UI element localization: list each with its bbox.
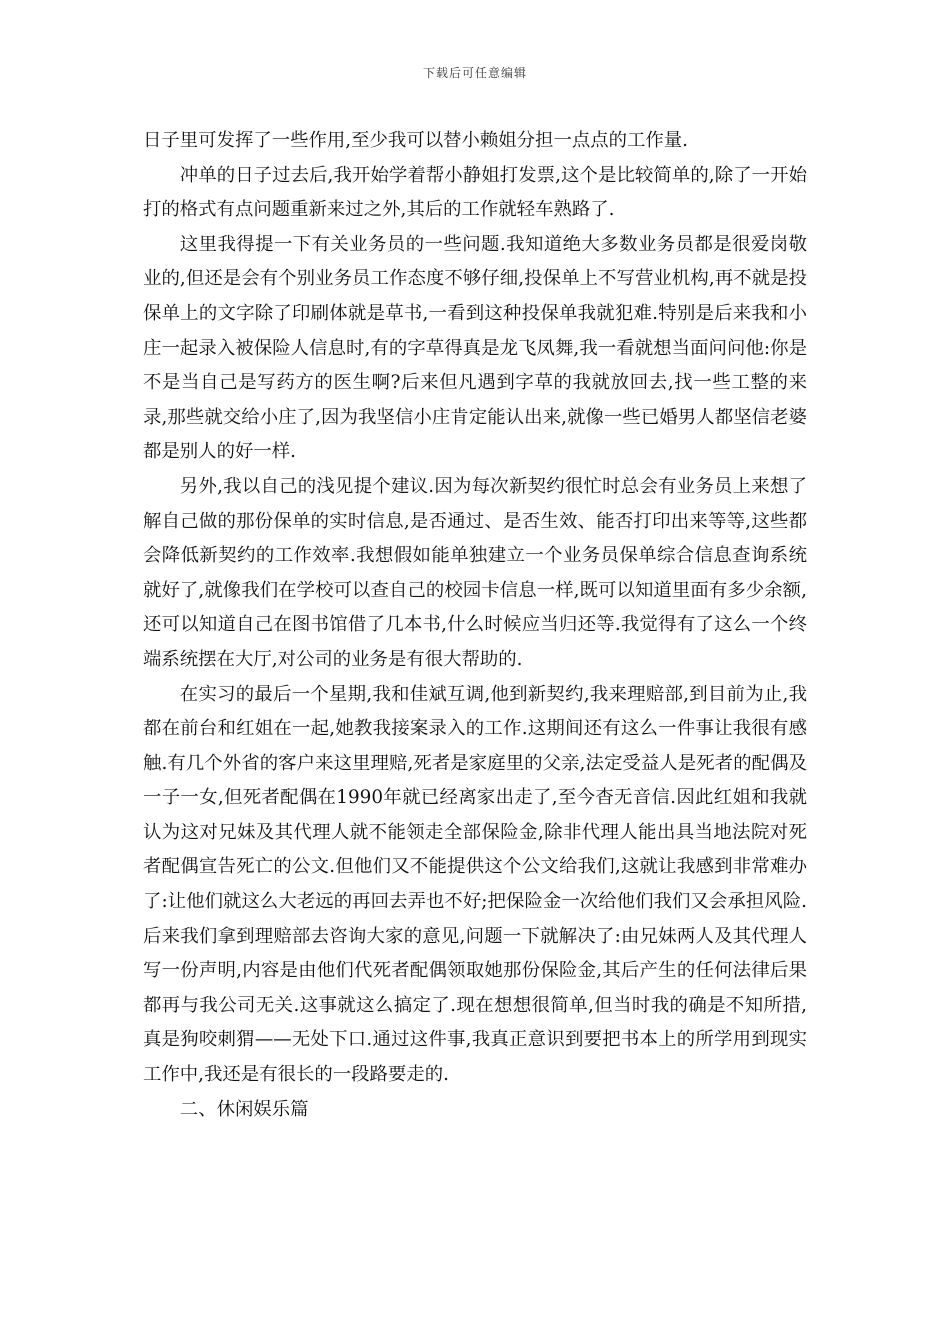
- paragraph-claims-story: 在实习的最后一个星期,我和佳斌互调,他到新契约,我来理赔部,到目前为止,我都在前台和红姐在一起,她教我接案录入的工作.这期间还有这么一件事让我很有感触.有几个外省的客户来这里理赔,死者是家庭里的父亲,法定受益人是死者的配偶及一子一女,但死者配偶在1990年就已经离家出走了,至今杳无音信.因此红姐和我就认为这对兄妹及其代理人就不能领走全部保险金,除非代理人能出具当地法院对死者配偶宣告死亡的公文.但他们又不能提供这个公文给我们,这就让我感到非常难办了:让他们就这么大老远的再回去弄也不好;把保险金一次给他们我们又会承担风险.后来我们拿到理赔部去咨询大家的意见,问题一下就解决了:由兄妹两人及其代理人写一份声明,内容是由他们代死者配偶领取她那份保险金,其后产生的任何法律后果都再与我公司无关.这事就这么搞定了.现在想想很简单,但当时我的确是不知所措,真是狗咬刺猬——无处下口.通过这件事,我真正意识到要把书本上的所学用到现实工作中,我还是有很长的一段路要走的.: [143, 683, 807, 1086]
- paragraph-suggestion: 另外,我以自己的浅见提个建议.因为每次新契约很忙时总会有业务员上来想了解自己做的那份保单的实时信息,是否通过、是否生效、能否打印出来等等,这些都会降低新契约的工作效率.我想假如能单独建立一个业务员保单综合信息查询系统就好了,就像我们在学校可以查自己的校园卡信息一样,既可以知道里面有多少余额,还可以知道自己在图书馆借了几本书,什么时候应当归还等.我觉得有了这么一个终端系统摆在大厅,对公司的业务是有很大帮助的.: [143, 475, 807, 670]
- section-heading-leisure: 二、休闲娱乐篇: [179, 1098, 309, 1120]
- paragraph-continuation: 日子里可发挥了一些作用,至少我可以替小赖姐分担一点点的工作量.: [143, 130, 689, 151]
- page-header: 下载后可任意编辑: [422, 66, 527, 80]
- paragraph-salesman-issues: 这里我得提一下有关业务员的一些问题.我知道绝大多数业务员都是很爱岗敬业的,但还是会有个别业务员工作态度不够仔细,投保单上不写营业机构,再不就是投保单上的文字除了印刷体就是草书,一看到这种投保单我就犯难.特别是后来我和小庄一起录入被保险人信息时,有的字草得真是龙飞凤舞,我一看就想当面问问他:你是不是当自己是写药方的医生啊?后来但凡遇到字草的我就放回去,找一些工整的来录,那些就交给小庄了,因为我坚信小庄肯定能认出来,就像一些已婚男人都坚信老婆都是别人的好一样.: [143, 233, 807, 463]
- paragraph-invoice: 冲单的日子过去后,我开始学着帮小静姐打发票,这个是比较简单的,除了一开始打的格式有点问题重新来过之外,其后的工作就轻车熟路了.: [143, 164, 807, 221]
- document-body: [143, 124, 807, 1127]
